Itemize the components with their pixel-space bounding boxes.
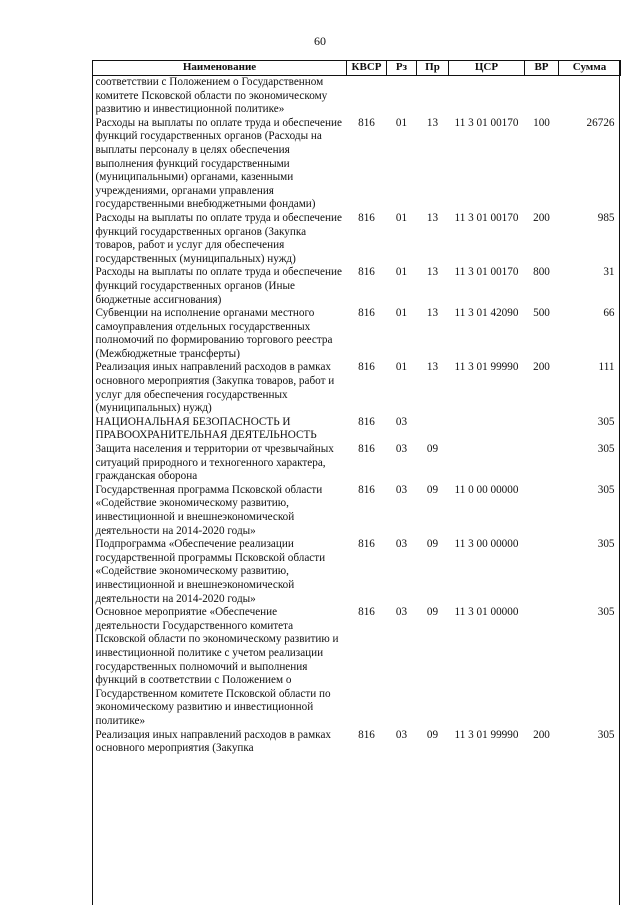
cell-name: Защита населения и территории от чрезвычайных ситуаций природного и техногенного характера, гражданская оборона [95,443,334,483]
cell-csr: 11 3 01 99990 [454,361,519,374]
cell-sum: 111 [598,361,615,374]
table-row [93,76,621,117]
table-row [93,307,621,361]
cell-vr: 100 [533,116,550,129]
cell-sum: 66 [603,307,615,320]
cell-name: Расходы на выплаты по оплате труда и обеспечение функций государственных органов (Иные бюджетные ассигнования) [95,266,342,306]
cell-rz: 01 [395,266,408,279]
cell-rz: 03 [395,443,408,456]
cell-csr: 11 3 01 99990 [454,728,519,741]
cell-name: Подпрограмма «Обеспечение реализации государственной программы Псковской области «Содействие экономическому развитию, инвестиционной и внешнеэкономической деятельности на 2014-2020 годы» [95,538,326,605]
table-row [93,361,621,415]
cell-vr [525,606,559,728]
cell-name: Реализация иных направлений расходов в рамках основного мероприятия (Закупка товаров, работ и услуг для обеспечения государственных (муниципальных) нужд) [95,361,335,415]
cell-csr: 11 3 01 42090 [454,307,519,320]
cell-vr [525,443,559,484]
cell-vr: 200 [533,211,550,224]
cell-pr: 09 [426,443,439,456]
cell-name: Расходы на выплаты по оплате труда и обеспечение функций государственных органов (Закупка товаров, работ и услуг для обеспечения государственных (муниципальных) нужд) [95,211,342,265]
cell-name: соответствии с Положением о Государственном комитете Псковской области по экономическому развитию и инвестиционной политике» [95,76,328,116]
cell-sum: 985 [597,211,615,224]
cell-csr: 11 3 01 00170 [454,211,519,224]
table-row [93,606,621,728]
table-row [93,729,621,756]
cell-rz: 03 [395,538,408,551]
table-row [93,538,621,606]
cell-vr [525,538,559,606]
cell-pr: 13 [426,266,439,279]
cell-name: НАЦИОНАЛЬНАЯ БЕЗОПАСНОСТЬ И ПРАВООХРАНИТЕЛЬНАЯ ДЕЯТЕЛЬНОСТЬ [95,415,317,442]
cell-vr: 500 [533,307,550,320]
cell-name: Реализация иных направлений расходов в рамках основного мероприятия (Закупка [95,728,332,755]
table-row [93,212,621,266]
cell-kvsr: 816 [358,443,375,456]
cell-pr [417,76,449,117]
cell-kvsr: 816 [358,483,375,496]
cell-pr: 13 [426,361,439,374]
cell-sum: 31 [603,266,615,279]
cell-rz: 03 [395,415,408,428]
cell-kvsr [347,76,387,117]
cell-csr: 11 3 01 00170 [454,116,519,129]
cell-kvsr: 816 [358,538,375,551]
header-kvsr: КВСР [347,61,387,76]
cell-name: Основное мероприятие «Обеспечение деятельности Государственного комитета Псковской области по экономическому развитию и инвестиционной политике с учетом реализации государственных полномочий и выполнения функций в соответствии с Положением о Государственном комитете Псковской области по экономическому развитию и инвестиционной политике» [95,606,339,727]
cell-sum: 305 [597,415,615,428]
page-number: 60 [314,34,326,48]
cell-sum: 305 [597,483,615,496]
cell-pr: 09 [426,483,439,496]
cell-csr: 11 3 00 00000 [454,538,519,551]
table-row [93,443,621,484]
table-row [93,484,621,538]
cell-rz: 01 [395,116,408,129]
header-vr: ВР [525,61,559,76]
cell-kvsr: 816 [358,116,375,129]
cell-pr: 13 [426,307,439,320]
cell-pr: 13 [426,116,439,129]
cell-vr [525,76,559,117]
cell-sum: 305 [597,538,615,551]
cell-csr: 11 3 01 00000 [454,606,519,619]
cell-rz: 01 [395,361,408,374]
header-csr: ЦСР [449,61,525,76]
table-body [93,76,621,756]
cell-kvsr: 816 [358,266,375,279]
cell-rz: 03 [395,483,408,496]
cell-kvsr: 816 [358,211,375,224]
cell-sum [559,76,621,117]
cell-name: Государственная программа Псковской области «Содействие экономическому развитию, инвестиционной и внешнеэкономической деятельности на 2014-2020 годы» [95,483,323,537]
cell-rz: 01 [395,211,408,224]
table-row [93,266,621,307]
header-name: Наименование [93,61,347,76]
cell-vr: 800 [533,266,550,279]
cell-kvsr: 816 [358,728,375,741]
cell-rz: 03 [395,728,408,741]
table-header-row [93,61,621,76]
cell-csr [449,416,525,443]
cell-vr: 200 [533,728,550,741]
table-row [93,416,621,443]
cell-kvsr: 816 [358,361,375,374]
cell-sum: 26726 [586,116,615,129]
cell-pr: 13 [426,211,439,224]
cell-pr: 09 [426,538,439,551]
header-pr: Пр [417,61,449,76]
cell-name: Расходы на выплаты по оплате труда и обеспечение функций государственных органов (Расходы на выплаты персоналу в целях обеспечения выполнения функций государственными (муниципальными) органами, казенными учреждениями, органами управления государственными внебюджетными фондами) [95,116,342,211]
cell-csr [449,443,525,484]
cell-pr [417,416,449,443]
cell-csr: 11 0 00 00000 [454,483,519,496]
cell-kvsr: 816 [358,415,375,428]
cell-sum: 305 [597,443,615,456]
cell-rz: 01 [395,307,408,320]
cell-vr [525,416,559,443]
cell-name: Субвенции на исполнение органами местного самоуправления отдельных государственных полномочий по формированию торгового реестра (Межбюджетные трансферты) [95,307,333,360]
cell-rz: 03 [395,606,408,619]
cell-kvsr: 816 [358,307,375,320]
header-sum: Сумма [559,61,621,76]
cell-vr [525,484,559,538]
cell-kvsr: 816 [358,606,375,619]
cell-csr [449,76,525,117]
budget-table [92,60,621,756]
cell-pr: 09 [426,728,439,741]
header-rz: Рз [387,61,417,76]
budget-table-container [92,60,620,756]
cell-rz [387,76,417,117]
cell-sum: 305 [597,728,615,741]
cell-pr: 09 [426,606,439,619]
table-row [93,117,621,212]
cell-sum: 305 [597,606,615,619]
cell-csr: 11 3 01 00170 [454,266,519,279]
cell-vr: 200 [533,361,550,374]
